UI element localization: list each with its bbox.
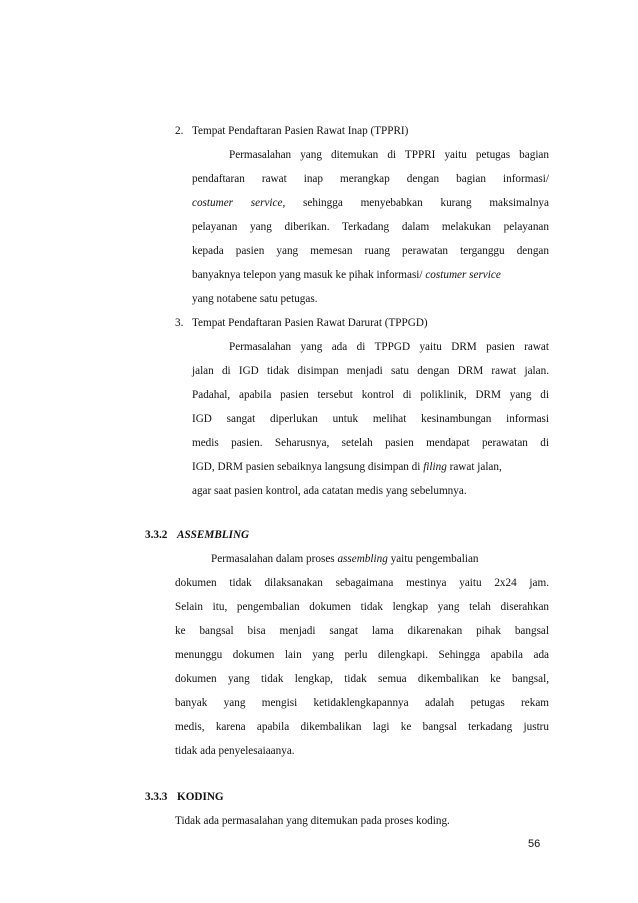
- paragraph-line: Permasalahan yang ditemukan di TPPRI yaitu petugas bagian: [229, 149, 549, 161]
- paragraph-line: dokumen tidak dilaksanakan sebagaimana mestinya yaitu 2x24 jam.: [175, 577, 549, 589]
- paragraph-line: menunggu dokumen lain yang perlu dilengkapi. Sehingga apabila ada: [175, 649, 549, 661]
- paragraph-line: [211, 552, 479, 566]
- text-run: , sehingga menyebabkan kurang maksimalnya: [282, 197, 549, 209]
- list-item-number-3: 3.: [175, 317, 184, 329]
- paragraph-line: [192, 460, 502, 474]
- list-item-title-tppgd: Tempat Pendaftaran Pasien Rawat Darurat (TPPGD): [192, 317, 428, 329]
- paragraph-line: agar saat pasien kontrol, ada catatan medis yang sebelumnya.: [192, 485, 467, 497]
- paragraph-line: jalan di IGD tidak disimpan menjadi satu dengan DRM rawat jalan.: [192, 365, 549, 377]
- paragraph-line: Tidak ada permasalahan yang ditemukan pada proses koding.: [175, 815, 450, 827]
- page-number: 56: [528, 838, 541, 850]
- paragraph-line: ke bangsal bisa menjadi sangat lama dikarenakan pihak bangsal: [175, 625, 549, 637]
- list-item-title-tppri: Tempat Pendaftaran Pasien Rawat Inap (TPPRI): [192, 125, 409, 137]
- section-title-assembling: [177, 528, 249, 542]
- text-run: banyaknya telepon yang masuk ke pihak informasi/: [192, 269, 426, 281]
- section-number-assembling: 3.3.2: [145, 529, 168, 541]
- paragraph-line: [192, 268, 501, 282]
- italic-term: costumer service: [425, 269, 501, 281]
- section-title-koding: KODING: [177, 791, 224, 803]
- paragraph-line: yang notabene satu petugas.: [192, 293, 318, 305]
- paragraph-line: kepada pasien yang memesan ruang perawatan terganggu dengan: [192, 245, 549, 257]
- paragraph-line: medis, karena apabila dikembalikan lagi ke bangsal terkadang justru: [175, 721, 549, 733]
- paragraph-line: pendaftaran rawat inap merangkap dengan bagian informasi/: [192, 173, 549, 185]
- paragraph-line: dokumen yang tidak lengkap, tidak semua dikembalikan ke bangsal,: [175, 673, 549, 685]
- text-run: IGD, DRM pasien sebaiknya langsung disimpan di: [192, 461, 424, 473]
- section-number-koding: 3.3.3: [145, 791, 168, 803]
- paragraph-line: IGD sangat diperlukan untuk melihat kesinambungan informasi: [192, 413, 549, 425]
- paragraph-line: Permasalahan yang ada di TPPGD yaitu DRM pasien rawat: [229, 341, 549, 353]
- italic-term: assembling: [337, 553, 388, 565]
- paragraph-line: Padahal, apabila pasien tersebut kontrol di poliklinik, DRM yang di: [192, 389, 549, 401]
- paragraph-line: [192, 196, 549, 210]
- text-run: rawat jalan,: [446, 461, 502, 473]
- text-run: Permasalahan dalam proses: [211, 553, 338, 565]
- paragraph-line: medis pasien. Seharusnya, setelah pasien mendapat perawatan di: [192, 437, 549, 449]
- list-item-number-2: 2.: [175, 125, 184, 137]
- paragraph-line: banyak yang mengisi ketidaklengkapannya adalah petugas rekam: [175, 697, 549, 709]
- paragraph-line: pelayanan yang diberikan. Terkadang dalam melakukan pelayanan: [192, 221, 549, 233]
- paragraph-line: tidak ada penyelesaiaanya.: [175, 745, 295, 757]
- section-title-text: ASSEMBLING: [177, 529, 250, 541]
- italic-term: costumer service: [192, 197, 283, 209]
- italic-term: filing: [423, 461, 447, 473]
- text-run: yaitu pengembalian: [387, 553, 479, 565]
- paragraph-line: Selain itu, pengembalian dokumen tidak lengkap yang telah diserahkan: [175, 601, 549, 613]
